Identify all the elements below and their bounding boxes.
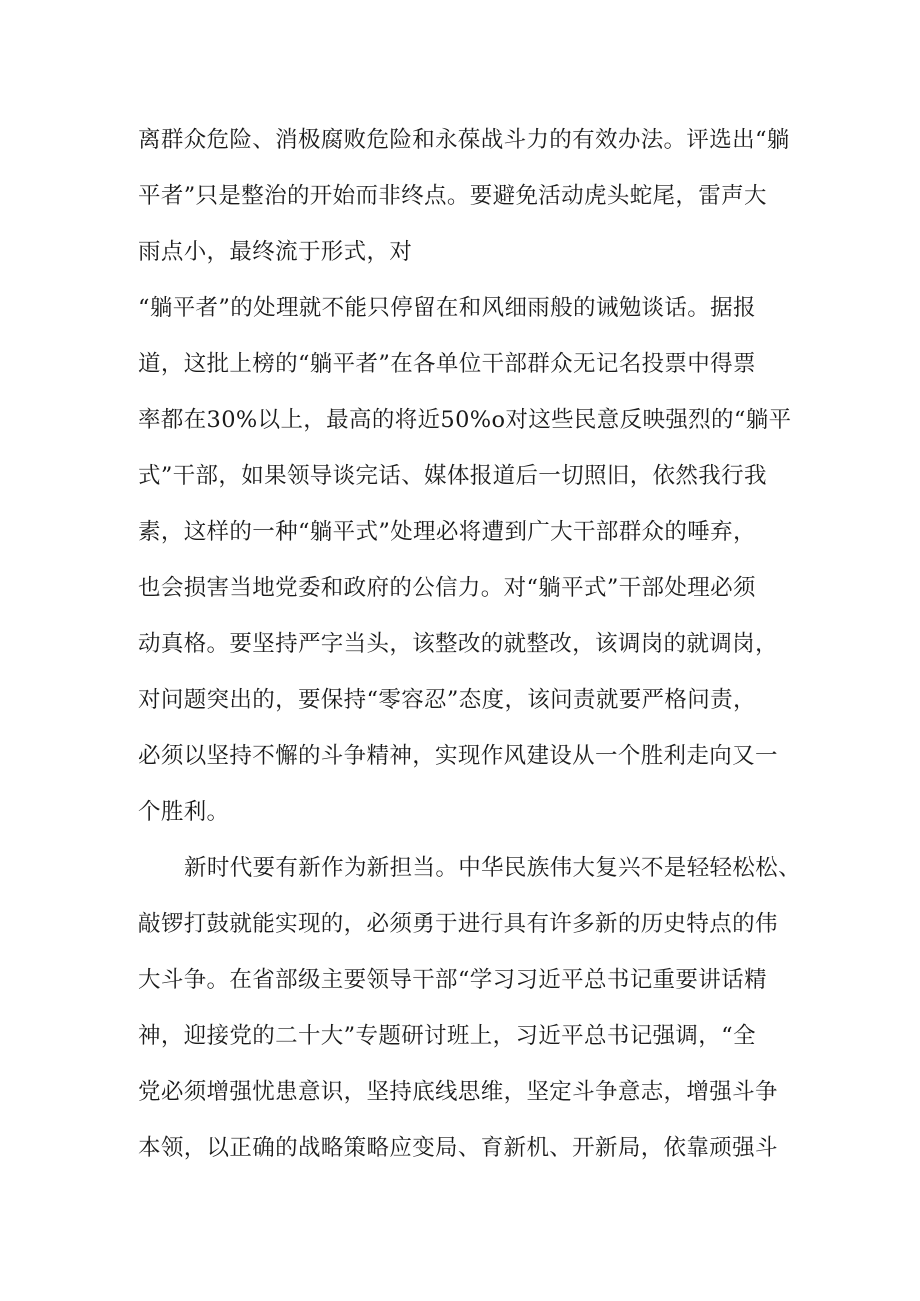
paragraph-start-line: 新时代要有新作为新担当。中华民族伟大复兴不是轻轻松松、 — [184, 855, 801, 881]
body-text-line: 率都在30%以上，最高的将近50%o对这些民意反映强烈的“躺平 — [138, 407, 792, 433]
body-text-line: 也会损害当地党委和政府的公信力。对“躺平式”干部处理必须 — [138, 575, 756, 601]
body-text-line: 党必须增强忧患意识，坚持底线思维，坚定斗争意志，增强斗争 — [138, 1079, 778, 1105]
body-text-line: 必须以坚持不懈的斗争精神，实现作风建设从一个胜利走向又一 — [138, 743, 778, 769]
body-text-line: 道，这批上榜的“躺平者”在各单位干部群众无记名投票中得票 — [138, 351, 756, 377]
body-text-line: 素，这样的一种“躺平式”处理必将遭到广大干部群众的唾弃， — [138, 519, 756, 545]
body-text-line: 本领，以正确的战略策略应变局、育新机、开新局，依靠顽强斗 — [138, 1135, 778, 1161]
body-text-line: 离群众危险、消极腐败危险和永葆战斗力的有效办法。评选出“躺 — [138, 127, 790, 153]
body-text-line: 雨点小，最终流于形式，对 — [138, 239, 413, 265]
body-text-line: 敲锣打鼓就能实现的，必须勇于进行具有许多新的历史特点的伟 — [138, 911, 778, 937]
body-text-line: 大斗争。在省部级主要领导干部“学习习近平总书记重要讲话精 — [138, 967, 767, 993]
body-text-line: 个胜利。 — [138, 799, 230, 825]
body-text-line: 对问题突出的，要保持“零容忍”态度，该问责就要严格问责， — [138, 687, 756, 713]
body-text-line: 神，迎接党的二十大”专题研讨班上，习近平总书记强调，“全 — [138, 1023, 756, 1049]
body-text-line: 动真格。要坚持严字当头，该整改的就整改，该调岗的就调岗， — [138, 631, 778, 657]
body-text-line: “躺平者”的处理就不能只停留在和风细雨般的诫勉谈话。据报 — [138, 295, 756, 321]
body-text-line: 平者”只是整治的开始而非终点。要避免活动虎头蛇尾，雷声大 — [138, 183, 767, 209]
body-text-line: 式”干部，如果领导谈完话、媒体报道后一切照旧，依然我行我 — [138, 463, 767, 489]
